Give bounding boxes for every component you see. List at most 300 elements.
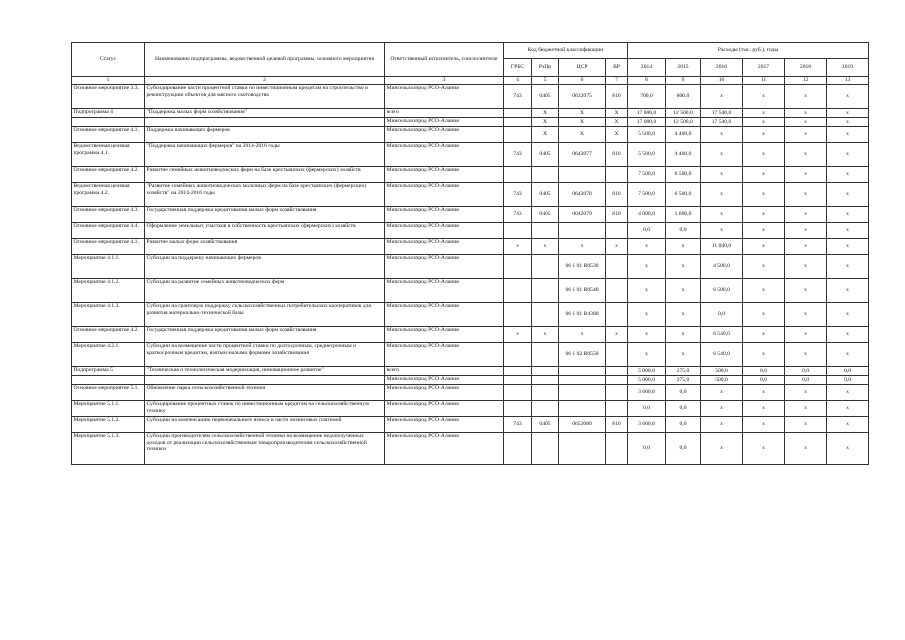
row-csr (559, 167, 606, 183)
row-executor: Минсельхозпрод РСО-Алания (385, 167, 504, 183)
row-grbs (504, 433, 532, 465)
row-expense-value: x (785, 327, 827, 343)
row-vr: X (606, 118, 628, 127)
row-vr: x (606, 327, 628, 343)
header-year: 2014 (628, 59, 666, 77)
row-expense-value: 0,0 (628, 433, 666, 465)
header-executor: Ответственный исполнитель, соисполнители (385, 43, 504, 77)
row-expense-value: x (666, 239, 701, 255)
row-rzpr (532, 279, 559, 303)
row-rzpr: X (532, 109, 559, 118)
row-executor: Минсельхозпрод РСО-Алания (385, 207, 504, 223)
row-expense-value: x (628, 327, 666, 343)
row-name: Государственная поддержка кредитования малых форм хозяйствования (145, 207, 385, 223)
row-vr (606, 223, 628, 239)
row-expense-value: 275,0 (666, 367, 701, 376)
row-expense-value: x (785, 85, 827, 109)
row-expense-value: x (827, 143, 869, 167)
row-grbs (504, 376, 532, 385)
row-expense-value: 0,0 (666, 223, 701, 239)
table-row (72, 183, 869, 207)
row-name: Субсидирование части процентной ставки по инвестиционным кредитам на строительство и реконструкцию объектов для мясного скотоводства (145, 85, 385, 109)
row-rzpr: 0405 (532, 417, 559, 433)
row-expense-value: 0,0 (628, 223, 666, 239)
row-name: Поддержка начинающих фермеров (145, 127, 385, 143)
row-vr (606, 279, 628, 303)
row-executor: Минсельхозпрод РСО-Алания (385, 118, 504, 127)
row-expense-value: x (785, 303, 827, 327)
row-expense-value: 11 040,0 (701, 239, 743, 255)
row-executor: Минсельхозпрод РСО-Алания (385, 385, 504, 401)
row-rzpr: 0405 (532, 207, 559, 223)
row-status: Основное мероприятие 4.3. (72, 207, 145, 223)
row-status: Основное мероприятие 4.1. (72, 127, 145, 143)
header-rzpr: РзПр (532, 59, 559, 77)
row-expense-value: x (701, 143, 743, 167)
row-csr: 06 1 01 R4380 (559, 303, 606, 327)
table-row (72, 343, 869, 367)
row-expense-value: x (743, 303, 785, 327)
row-expense-value: x (701, 167, 743, 183)
header-csr: ЦСР (559, 59, 606, 77)
row-expense-value: x (827, 279, 869, 303)
row-status: Ведомственная целевая программа 4.1. (72, 143, 145, 167)
row-expense-value: x (785, 127, 827, 143)
table-row (72, 255, 869, 279)
row-csr: X (559, 118, 606, 127)
row-expense-value: x (827, 255, 869, 279)
row-expense-value: x (743, 223, 785, 239)
row-expense-value: 0,0 (666, 417, 701, 433)
column-number: 9 (666, 77, 701, 85)
row-expense-value: x (743, 109, 785, 118)
row-expense-value: 0,0 (827, 376, 869, 385)
row-expense-value: x (785, 255, 827, 279)
row-expense-value: 0,0 (827, 367, 869, 376)
row-expense-value: x (743, 385, 785, 401)
row-executor: Минсельхозпрод РСО-Алания (385, 183, 504, 207)
header-year: 2017 (743, 59, 785, 77)
row-status (72, 118, 145, 127)
row-expense-value: x (743, 401, 785, 417)
row-expense-value: x (701, 417, 743, 433)
row-name: Субсидии на поддержку начинающих фермеров (145, 255, 385, 279)
column-number: 13 (827, 77, 869, 85)
row-executor: Минсельхозпрод РСО-Алания (385, 303, 504, 327)
row-expense-value: 0,0 (666, 401, 701, 417)
row-expense-value: x (827, 303, 869, 327)
row-expense-value: x (743, 255, 785, 279)
row-name: Субсидии на возмещение части процентной ставки по долгосрочным, среднесрочным и краткосрочным кредитам, взятым малыми формами хозяйствования (145, 343, 385, 367)
row-expense-value: x (785, 401, 827, 417)
row-expense-value: x (827, 85, 869, 109)
row-status: Мероприятие 5.1.2. (72, 417, 145, 433)
row-expense-value: x (701, 207, 743, 223)
row-expense-value: 4 500,0 (701, 255, 743, 279)
row-expense-value: x (785, 167, 827, 183)
row-expense-value: x (666, 327, 701, 343)
row-expense-value: x (827, 327, 869, 343)
row-rzpr (532, 223, 559, 239)
row-expense-value: x (701, 223, 743, 239)
row-csr (559, 376, 606, 385)
row-executor: Минсельхозпрод РСО-Алания (385, 343, 504, 367)
row-grbs: x (504, 327, 532, 343)
row-grbs (504, 401, 532, 417)
row-grbs (504, 279, 532, 303)
row-expense-value: x (743, 127, 785, 143)
row-expense-value: x (827, 207, 869, 223)
row-expense-value: x (827, 127, 869, 143)
row-grbs (504, 367, 532, 376)
row-vr (606, 167, 628, 183)
row-executor: Минсельхозпрод РСО-Алания (385, 85, 504, 109)
row-status: Подпрограмма 4 (72, 109, 145, 118)
row-expense-value: x (785, 109, 827, 118)
table-row (72, 433, 869, 465)
table-row (72, 118, 869, 127)
row-vr: X (606, 109, 628, 118)
header-expenses: Расходы (тыс. руб.), годы (628, 43, 869, 59)
row-expense-value: 12 500,0 (666, 118, 701, 127)
row-grbs (504, 343, 532, 367)
row-name: Субсидии на грантовую поддержку сельскохозяйственных потребительских кооперативов для развития материально-технической базы (145, 303, 385, 327)
row-expense-value: x (701, 85, 743, 109)
row-csr: 06 1 02 R0550 (559, 343, 606, 367)
row-status: Основное мероприятие 4.2. (72, 327, 145, 343)
row-expense-value: 0,0 (785, 376, 827, 385)
budget-document (71, 42, 868, 465)
row-grbs (504, 118, 532, 127)
row-expense-value: 17 540,0 (701, 109, 743, 118)
column-numbers-row (72, 77, 869, 85)
row-expense-value: x (628, 343, 666, 367)
row-csr (559, 367, 606, 376)
row-expense-value: 12 500,0 (666, 109, 701, 118)
row-vr (606, 376, 628, 385)
row-expense-value: x (785, 279, 827, 303)
table-body (72, 85, 869, 465)
row-executor: Минсельхозпрод РСО-Алания (385, 279, 504, 303)
column-number: 3 (385, 77, 504, 85)
row-expense-value: x (628, 303, 666, 327)
row-csr: x (559, 239, 606, 255)
row-expense-value: x (785, 207, 827, 223)
table-row (72, 279, 869, 303)
row-name (145, 376, 385, 385)
table-row (72, 376, 869, 385)
row-grbs: 743 (504, 85, 532, 109)
table-row (72, 207, 869, 223)
row-expense-value: 1 600,0 (666, 207, 701, 223)
row-expense-value: x (785, 417, 827, 433)
row-expense-value: 17 000,0 (628, 109, 666, 118)
row-executor: всего (385, 109, 504, 118)
row-executor: Минсельхозпрод РСО-Алания (385, 239, 504, 255)
row-expense-value: 5 000,0 (628, 376, 666, 385)
row-name: Государственная поддержка кредитования малых форм хозяйствования (145, 327, 385, 343)
row-grbs: x (504, 239, 532, 255)
column-number: 6 (559, 77, 606, 85)
row-expense-value: 5 500,0 (628, 143, 666, 167)
row-expense-value: x (743, 343, 785, 367)
row-expense-value: x (666, 255, 701, 279)
row-executor: Минсельхозпрод РСО-Алания (385, 127, 504, 143)
row-expense-value: x (666, 279, 701, 303)
row-expense-value: 800,0 (666, 85, 701, 109)
row-expense-value: 500,0 (701, 367, 743, 376)
row-expense-value: 7 500,0 (628, 183, 666, 207)
row-executor: Минсельхозпрод РСО-Алания (385, 401, 504, 417)
row-executor: Минсельхозпрод РСО-Алания (385, 417, 504, 433)
row-expense-value: x (701, 401, 743, 417)
row-rzpr (532, 433, 559, 465)
row-name: Субсидии на компенсацию первоначального взноса в части лизинговых платежей (145, 417, 385, 433)
table-row (72, 367, 869, 376)
row-vr (606, 433, 628, 465)
table-header (72, 43, 869, 85)
row-rzpr: x (532, 327, 559, 343)
row-csr: 0642077 (559, 143, 606, 167)
row-grbs: 743 (504, 207, 532, 223)
budget-table (71, 42, 869, 465)
row-status: Мероприятие 5.1.3. (72, 433, 145, 465)
table-row (72, 127, 869, 143)
table-row (72, 109, 869, 118)
column-number: 2 (145, 77, 385, 85)
row-status: Мероприятие 4.2.1. (72, 343, 145, 367)
row-rzpr (532, 167, 559, 183)
table-row (72, 143, 869, 167)
row-expense-value: x (785, 183, 827, 207)
row-grbs (504, 303, 532, 327)
row-csr: 0642079 (559, 207, 606, 223)
row-csr: 0652080 (559, 417, 606, 433)
row-expense-value: x (743, 279, 785, 303)
row-grbs: 743 (504, 417, 532, 433)
row-expense-value: x (827, 401, 869, 417)
header-year: 2016 (701, 59, 743, 77)
row-expense-value: 3 600,0 (628, 385, 666, 401)
row-expense-value: x (827, 118, 869, 127)
header-codes: Код бюджетной классификации (504, 43, 628, 59)
row-executor: Минсельхозпрод РСО-Алания (385, 255, 504, 279)
row-status: Ведомственная целевая программа 4.2. (72, 183, 145, 207)
row-rzpr (532, 255, 559, 279)
row-expense-value: x (827, 167, 869, 183)
row-expense-value: x (743, 85, 785, 109)
row-expense-value: x (785, 143, 827, 167)
row-vr: 810 (606, 417, 628, 433)
row-vr: 810 (606, 143, 628, 167)
row-expense-value: 7 500,0 (628, 167, 666, 183)
row-vr (606, 255, 628, 279)
row-status: Основное мероприятие 4.4. (72, 223, 145, 239)
row-expense-value: 0,0 (785, 367, 827, 376)
row-expense-value: 6 540,0 (701, 343, 743, 367)
row-expense-value: 500,0 (701, 376, 743, 385)
table-row (72, 223, 869, 239)
row-name: "Развитие семейных животноводческих молочных ферм на базе крестьянских (фермерских) хозяйств" на 2014-2016 годы (145, 183, 385, 207)
row-csr (559, 433, 606, 465)
row-expense-value: x (827, 433, 869, 465)
row-executor: Минсельхозпрод РСО-Алания (385, 223, 504, 239)
row-executor: всего (385, 367, 504, 376)
row-expense-value: 275,0 (666, 376, 701, 385)
row-expense-value: x (743, 417, 785, 433)
row-rzpr (532, 385, 559, 401)
row-expense-value: 6 500,0 (666, 183, 701, 207)
row-csr: 0642078 (559, 183, 606, 207)
row-executor: Минсельхозпрод РСО-Алания (385, 143, 504, 167)
row-name: "Поддержка начинающих фермеров" на 2014-2016 годы (145, 143, 385, 167)
row-name: Развитие семейных животноводческих ферм на базе крестьянских (фермерских) хозяйств (145, 167, 385, 183)
table-row (72, 401, 869, 417)
column-number: 10 (701, 77, 743, 85)
row-rzpr: X (532, 118, 559, 127)
row-expense-value: x (628, 239, 666, 255)
row-expense-value: 4 400,0 (666, 143, 701, 167)
row-expense-value: x (743, 167, 785, 183)
row-expense-value: 4 400,0 (666, 127, 701, 143)
row-expense-value: x (827, 385, 869, 401)
row-status: Мероприятие 4.1.3. (72, 303, 145, 327)
header-year: 2019 (827, 59, 869, 77)
row-csr: 06 1 01 R0530 (559, 255, 606, 279)
table-row (72, 417, 869, 433)
table-row (72, 303, 869, 327)
row-expense-value: 17 000,0 (628, 118, 666, 127)
row-grbs (504, 223, 532, 239)
row-expense-value: x (827, 239, 869, 255)
row-grbs: 743 (504, 183, 532, 207)
header-vr: ВР (606, 59, 628, 77)
row-csr (559, 223, 606, 239)
row-expense-value: x (785, 118, 827, 127)
column-number: 11 (743, 77, 785, 85)
row-expense-value: x (743, 327, 785, 343)
column-number: 12 (785, 77, 827, 85)
row-expense-value: x (628, 255, 666, 279)
row-name: Субсидии производителям сельскохозяйственной техники на возмещение недополученных доходов от реализации сельскохозяйственным товаропроизводителям сельскохозяйственной техники (145, 433, 385, 465)
row-csr (559, 401, 606, 417)
row-status (72, 376, 145, 385)
row-expense-value: 6 500,0 (701, 279, 743, 303)
row-status: Основное мероприятие 4.2. (72, 167, 145, 183)
row-csr (559, 385, 606, 401)
row-executor: Минсельхозпрод РСО-Алания (385, 327, 504, 343)
row-vr: 810 (606, 85, 628, 109)
row-expense-value: 0,0 (666, 385, 701, 401)
row-expense-value: 3 600,0 (628, 417, 666, 433)
row-expense-value: x (701, 385, 743, 401)
row-csr: 06 1 01 R0540 (559, 279, 606, 303)
row-status: Мероприятие 5.1.1. (72, 401, 145, 417)
header-status: Статус (72, 43, 145, 77)
row-expense-value: x (827, 417, 869, 433)
row-status: Мероприятие 4.1.2. (72, 279, 145, 303)
row-vr: 810 (606, 183, 628, 207)
row-executor: Минсельхозпрод РСО-Алания (385, 433, 504, 465)
header-name: Наименование подпрограммы, ведомственной целевой программы, основного мероприятия (145, 43, 385, 77)
row-expense-value: 5 000,0 (628, 367, 666, 376)
column-number: 1 (72, 77, 145, 85)
row-rzpr: 0405 (532, 183, 559, 207)
row-expense-value: x (743, 207, 785, 223)
column-number: 5 (532, 77, 559, 85)
row-name: Развитие малых форм хозяйствования (145, 239, 385, 255)
row-vr (606, 367, 628, 376)
row-grbs: 743 (504, 143, 532, 167)
row-expense-value: x (785, 239, 827, 255)
row-rzpr (532, 343, 559, 367)
row-expense-value: x (785, 385, 827, 401)
column-number: 4 (504, 77, 532, 85)
row-expense-value: 17 540,0 (701, 118, 743, 127)
header-grbs: ГРБС (504, 59, 532, 77)
column-number: 8 (628, 77, 666, 85)
row-expense-value: 6 540,0 (701, 327, 743, 343)
row-vr (606, 385, 628, 401)
row-expense-value: x (785, 343, 827, 367)
row-expense-value: x (701, 127, 743, 143)
table-row (72, 85, 869, 109)
row-status: Основное мероприятие 3.3. (72, 85, 145, 109)
row-expense-value: x (785, 223, 827, 239)
row-rzpr (532, 376, 559, 385)
row-rzpr: x (532, 239, 559, 255)
header-year: 2018 (785, 59, 827, 77)
row-expense-value: 0,0 (701, 303, 743, 327)
row-csr: x (559, 327, 606, 343)
row-vr: 810 (606, 207, 628, 223)
row-expense-value: 0,0 (666, 433, 701, 465)
row-expense-value: x (701, 433, 743, 465)
row-expense-value: x (743, 118, 785, 127)
header-year: 2015 (666, 59, 701, 77)
row-csr: 0632075 (559, 85, 606, 109)
row-rzpr (532, 401, 559, 417)
row-expense-value: x (785, 433, 827, 465)
column-number: 7 (606, 77, 628, 85)
row-expense-value: x (666, 303, 701, 327)
row-vr (606, 303, 628, 327)
row-name: Субсидирование процентных ставок по инвестиционным кредитам на сельскохозяйственную технику (145, 401, 385, 417)
row-name: Субсидии на развитие семейных животноводческих ферм (145, 279, 385, 303)
row-expense-value: x (743, 183, 785, 207)
row-name: "Техническая и технологическая модернизация, инновационное развитие" (145, 367, 385, 376)
row-expense-value: 0,0 (743, 376, 785, 385)
row-expense-value: x (827, 109, 869, 118)
row-rzpr: 0405 (532, 85, 559, 109)
row-rzpr: 0405 (532, 143, 559, 167)
row-expense-value: x (743, 239, 785, 255)
row-expense-value: x (827, 183, 869, 207)
row-name: Обновление парка сельскохозяйственной техники (145, 385, 385, 401)
row-grbs (504, 109, 532, 118)
row-name (145, 118, 385, 127)
row-status: Основное мероприятие 5.1. (72, 385, 145, 401)
row-name: "Поддержка малых форм хозяйствования" (145, 109, 385, 118)
row-expense-value: x (666, 343, 701, 367)
row-rzpr (532, 367, 559, 376)
table-row (72, 385, 869, 401)
row-grbs (504, 385, 532, 401)
row-expense-value: 5 500,0 (628, 127, 666, 143)
row-expense-value: 0,0 (628, 401, 666, 417)
row-expense-value: x (743, 143, 785, 167)
row-vr (606, 401, 628, 417)
